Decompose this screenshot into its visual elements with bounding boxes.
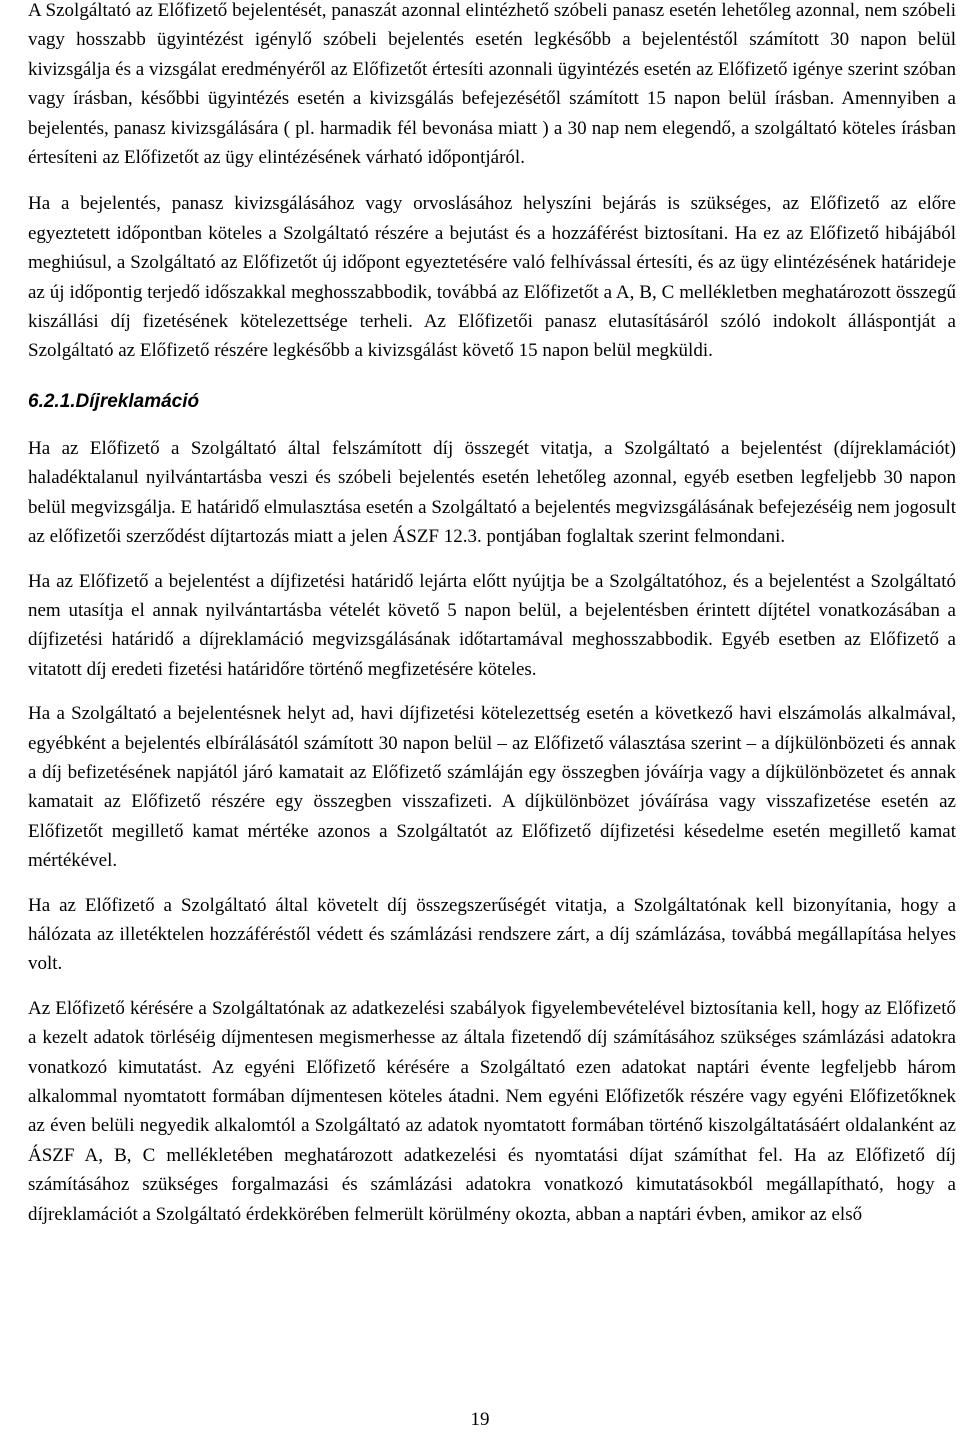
- paragraph: A Szolgáltató az Előfizető bejelentését, panaszát azonnal elintézhető szóbeli panasz esetén lehetőleg azonnal, nem szóbeli vagy hosszabb ügyintézést igénylő szóbeli bejelentés esetén legkésőbb a bejelentéstől számított 30 napon belül kivizsgálja és a vizsgálat eredményéről az Előfizetőt értesíti azonnali ügyintézés esetén az Előfizető igénye szerint szóban vagy írásban, későbbi ügyintézés esetén a kivizsgálás befejezésétől számított 15 napon belül írásban. Amennyiben a bejelentés, panasz kivizsgálására ( pl. harmadik fél bevonása miatt ) a 30 nap nem elegendő, a szolgáltató köteles írásban értesíteni az Előfizetőt az ügy elintézésének várható időpontjáról.: [28, 0, 956, 169]
- document-page: [28, 0, 956, 1229]
- section-heading: 6.2.1.Díjreklamáció: [28, 390, 200, 412]
- paragraph: Ha a bejelentés, panasz kivizsgálásához vagy orvoslásához helyszíni bejárás is szükséges, az Előfizető az előre egyeztetett időpontban köteles a Szolgáltató részére a bejutást és a hozzáférést biztosítani. Ha ez az Előfizető hibájából meghiúsul, a Szolgáltató az Előfizetőt új időpont egyeztetésére való felhívással értesíti, és az ügy elintézésének határideje az új időpontig terjedő időszakkal meghosszabbodik, továbbá az Előfizetőt a A, B, C mellékletben meghatározott összegű kiszállási díj fizetésének kötelezettsége terheli. Az Előfizetői panasz elutasításáról szóló indokolt álláspontját a Szolgáltató az Előfizető részére legkésőbb a kivizsgálást követő 15 napon belül megküldi.: [28, 193, 956, 362]
- paragraph: Ha a Szolgáltató a bejelentésnek helyt ad, havi díjfizetési kötelezettség esetén a következő havi elszámolás alkalmával, egyébként a bejelentés elbírálásától számított 30 napon belül – az Előfizető választása szerint – a díjkülönbözeti és annak a díj befizetésének napjától járó kamatait az Előfizető számláján egy összegben jóváírja vagy a díjkülönbözetet és annak kamatait az Előfizető részére egy összegben visszafizeti. A díjkülönbözet jóváírása vagy visszafizetése esetén az Előfizetőt megillető kamat mértéke azonos a Szolgáltatót az Előfizető díjfizetési késedelme esetén megillető kamat mértékével.: [28, 703, 956, 872]
- paragraph: Ha az Előfizető a Szolgáltató által felszámított díj összegét vitatja, a Szolgáltató a bejelentést (díjreklamációt) haladéktalanul nyilvántartásba veszi és szóbeli bejelentés esetén lehetőleg azonnal, egyéb esetben legfeljebb 30 napon belül megvizsgálja. E határidő elmulasztása esetén a Szolgáltató a bejelentés megvizsgálásának befejezéséig nem jogosult az előfizetői szerződést díjtartozás miatt a jelen ÁSZF 12.3. pontjában foglaltak szerint felmondani.: [28, 437, 956, 548]
- page-number: 19: [470, 1409, 490, 1430]
- paragraph: Az Előfizető kérésére a Szolgáltatónak az adatkezelési szabályok figyelembevételével biztosítania kell, hogy az Előfizető a kezelt adatok törléséig díjmentesen megismerhesse az általa fizetendő díj számításához szükséges számlázási adatokra vonatkozó kimutatást. Az egyéni Előfizető kérésére a Szolgáltató ezen adatokat naptári évente legfeljebb három alkalommal nyomtatott formában díjmentesen köteles átadni. Nem egyéni Előfizetők részére vagy egyéni Előfizetőknek az éven belüli negyedik alkalomtól a Szolgáltató az adatok nyomtatott formában történő kiszolgáltatásáért oldalanként az ÁSZF A, B, C mellékletében meghatározott adatkezelési és nyomtatási díjat számíthat fel. Ha az Előfizető díj számításához szükséges forgalmazási és számlázási adatokra vonatkozó kimutatásokból megállapítható, hogy a díjreklamációt a Szolgáltató érdekkörében felmerült körülmény okozta, abban a naptári évben, amikor az első: [28, 997, 956, 1225]
- paragraph: Ha az Előfizető a Szolgáltató által követelt díj összegszerűségét vitatja, a Szolgáltatónak kell bizonyítania, hogy a hálózata az illetéktelen hozzáféréstől védett és számlázási rendszere zárt, a díj számlázása, továbbá megállapítása helyes volt.: [28, 894, 956, 975]
- paragraph: Ha az Előfizető a bejelentést a díjfizetési határidő lejárta előtt nyújtja be a Szolgáltatóhoz, és a bejelentést a Szolgáltató nem utasítja el annak nyilvántartásba vételét követő 5 napon belül, a bejelentésben érintett díjtétel vonatkozásában a díjfizetési határidő a díjreklamáció megvizsgálásának időtartamával meghosszabbodik. Egyéb esetben az Előfizető a vitatott díj eredeti fizetési határidőre történő megfizetésére köteles.: [28, 570, 956, 680]
